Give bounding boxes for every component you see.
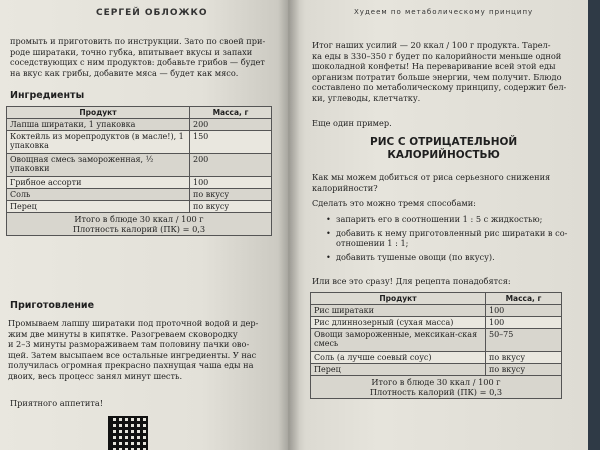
preparation-paragraph <box>8 318 282 382</box>
text-line: организм потратит больше энергии, чем получит. Блюдо <box>312 71 562 82</box>
right-page <box>288 0 588 450</box>
product-cell: Рис длиннозерный (сухая масса) <box>311 317 486 329</box>
text-line: ки, углеводы, клетчатку. <box>312 92 421 103</box>
preparation-heading: Приготовление <box>10 300 95 311</box>
three-ways-line: Сделать это можно тремя способами: <box>312 198 476 208</box>
recipe-title-line: РИС С ОТРИЦАТЕЛЬНОЙ <box>370 136 518 148</box>
left-page <box>0 0 288 450</box>
list-item: • запарить его в соотношении 1 : 5 с жидкостью; <box>336 214 588 225</box>
table-row <box>311 364 562 376</box>
text-line: жим две минуты в кипятке. Разогреваем сковородку <box>8 328 238 339</box>
mass-cell: 100 <box>190 177 272 189</box>
column-header: Продукт <box>7 107 190 119</box>
product-cell: Соль (а лучше соевый соус) <box>311 352 486 364</box>
density-line: Плотность калорий (ПК) = 0,3 <box>369 387 503 397</box>
product-cell: Лапша ширатаки, 1 упаковка <box>7 119 190 131</box>
table-total-row <box>7 213 272 236</box>
mass-cell: по вкусу <box>486 364 562 376</box>
total-line: Итого в блюде 30 ккал / 100 г <box>371 377 501 387</box>
column-header: Масса, г <box>190 107 272 119</box>
total-cell <box>311 376 562 399</box>
running-head-right: Худеем по метаболическому принципу <box>354 8 534 16</box>
column-header: Масса, г <box>486 293 562 305</box>
mass-cell: 150 <box>190 131 272 154</box>
mass-cell: 100 <box>486 317 562 329</box>
text-line: составлено по метаболическому принципу, содержит бел- <box>312 82 567 93</box>
all-at-once-line: Или все это сразу! Для рецепта понадобятся: <box>312 276 511 286</box>
mass-cell: 50–75 <box>486 329 562 352</box>
total-cell <box>7 213 272 236</box>
table-row <box>311 305 562 317</box>
recipe-title-line: КАЛОРИЙНОСТЬЮ <box>387 149 500 161</box>
list-item: • добавить к нему приготовленный рис ширатаки в со-отношении 1 : 1; <box>336 228 588 249</box>
product-cell: Коктейль из морепродуктов (в масле!), 1 упаковка <box>7 131 190 154</box>
running-head-left: СЕРГЕЙ ОБЛОЖКО <box>96 8 208 18</box>
text-line: на вкус как грибы, добавите мяса — будет как мясо. <box>10 67 239 78</box>
mass-cell: по вкусу <box>486 352 562 364</box>
table-row <box>311 317 562 329</box>
text-line: Как мы можем добиться от риса серьезного снижения <box>312 172 551 182</box>
product-cell: Перец <box>311 364 486 376</box>
text-line: промыть и приготовить по инструкции. Зато по своей при- <box>10 36 266 46</box>
text-line: получилась огромная прекрасно пахнущая чаша еды на <box>8 360 254 371</box>
table-total-row <box>311 376 562 399</box>
mass-cell: по вкусу <box>190 201 272 213</box>
text-line: Промываем лапшу ширатаки под проточной водой и дер- <box>8 318 259 328</box>
text-line: и 2–3 минуты размораживаем там половину пачки ово- <box>8 339 250 350</box>
text-line: ка еды в 330–350 г будет по калорийности меньше одной <box>312 50 562 61</box>
recipe-title <box>370 136 517 162</box>
text-line: щей. Затем высыпаем все остальные ингредиенты. У нас <box>8 349 257 360</box>
column-header: Продукт <box>311 293 486 305</box>
question-paragraph <box>312 172 582 193</box>
product-cell: Овощная смесь замороженная, ½ упаковки <box>7 154 190 177</box>
total-line: Итого в блюде 30 ккал / 100 г <box>74 214 204 224</box>
ingredients-heading: Ингредиенты <box>10 90 85 101</box>
table-row <box>7 154 272 177</box>
closing-line: Приятного аппетита! <box>10 398 104 408</box>
book-spine <box>278 0 300 450</box>
text-line: Итог наших усилий — 20 ккал / 100 г продукта. Тарел- <box>312 40 551 50</box>
rice-recipe-table <box>310 292 562 399</box>
product-cell: Соль <box>7 189 190 201</box>
text-line: соседствующих с ним продуктов: добавьте грибов — будет <box>10 57 265 68</box>
table-row <box>7 177 272 189</box>
text-line: двоих, весь процесс занял минут шесть. <box>8 370 183 381</box>
mass-cell: по вкусу <box>190 189 272 201</box>
table-row <box>7 201 272 213</box>
mass-cell: 100 <box>486 305 562 317</box>
text-line: калорийности? <box>312 182 378 193</box>
product-cell: Перец <box>7 201 190 213</box>
methods-list <box>324 214 588 265</box>
mass-cell: 200 <box>190 154 272 177</box>
table-row <box>7 189 272 201</box>
table-row <box>7 119 272 131</box>
table-row <box>311 329 562 352</box>
table-row <box>311 352 562 364</box>
text-line: роде ширатаки, точно губка, впитывает вкусы и запахи <box>10 46 253 57</box>
ingredients-table <box>6 106 272 236</box>
text-line: шоколадной конфеты! На переваривание всей этой еды <box>312 61 556 72</box>
product-cell: Грибное ассорти <box>7 177 190 189</box>
one-more-example: Еще один пример. <box>312 118 392 128</box>
density-line: Плотность калорий (ПК) = 0,3 <box>72 224 206 234</box>
mass-cell: 200 <box>190 119 272 131</box>
list-item: • добавить тушеные овощи (по вкусу). <box>336 252 588 263</box>
intro-paragraph <box>10 36 282 78</box>
product-cell: Овощи замороженные, мексикан-ская смесь <box>311 329 486 352</box>
qr-code-icon <box>108 416 148 450</box>
summary-paragraph <box>312 40 582 104</box>
product-cell: Рис ширатаки <box>311 305 486 317</box>
table-row <box>7 131 272 154</box>
